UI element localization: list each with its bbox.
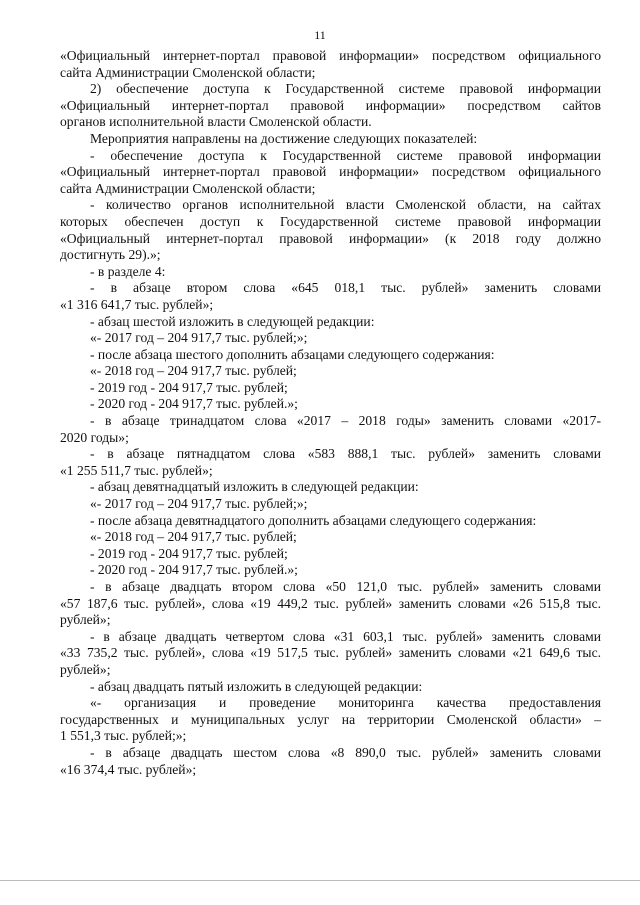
text-line: «Официальный интернет-портал правовой информации» посредством сайтов <box>60 97 601 113</box>
text-line: государственных и муниципальных услуг на территории Смоленской области» – <box>60 711 601 727</box>
document-body <box>60 48 601 778</box>
text-line: - в абзаце тринадцатом слова «2017 – 2018 годы» заменить словами «2017- <box>90 413 601 429</box>
text-line: - в абзаце втором слова «645 018,1 тыс. рублей» заменить словами <box>90 280 601 296</box>
text-line: сайта Администрации Смоленской области; <box>60 64 316 80</box>
text-line: «- организация и проведение мониторинга качества предоставления <box>90 695 601 711</box>
text-line: - в абзаце двадцать четвертом слова «31 603,1 тыс. рублей» заменить словами <box>90 628 601 644</box>
text-line: рублей»; <box>60 612 111 628</box>
text-line: рублей»; <box>60 661 111 677</box>
text-line: - в абзаце двадцать шестом слова «8 890,0 тыс. рублей» заменить словами <box>90 744 601 760</box>
text-line: - абзац шестой изложить в следующей редакции: <box>90 313 375 329</box>
text-line: - 2020 год - 204 917,7 тыс. рублей.»; <box>90 396 298 412</box>
text-line: «- 2017 год – 204 917,7 тыс. рублей;»; <box>90 330 308 346</box>
text-line: «Официальный интернет-портал правовой информации» посредством официального <box>60 48 601 63</box>
text-line: - в разделе 4: <box>90 263 166 279</box>
text-line: «- 2018 год – 204 917,7 тыс. рублей; <box>90 363 297 379</box>
text-line: органов исполнительной власти Смоленской области. <box>60 114 372 130</box>
text-line: Мероприятия направлены на достижение следующих показателей: <box>90 130 478 146</box>
text-line: - 2019 год - 204 917,7 тыс. рублей; <box>90 545 288 561</box>
text-line: - абзац двадцать пятый изложить в следующей редакции: <box>90 678 423 694</box>
text-line: 1 551,3 тыс. рублей;»; <box>60 728 187 744</box>
text-line: - в абзаце пятнадцатом слова «583 888,1 тыс. рублей» заменить словами <box>90 446 601 462</box>
text-line: которых обеспечен доступ к Государственной системе правовой информации <box>60 213 601 229</box>
text-line: «- 2017 год – 204 917,7 тыс. рублей;»; <box>90 496 308 512</box>
text-line: сайта Администрации Смоленской области; <box>60 180 316 196</box>
text-line: 2) обеспечение доступа к Государственной системе правовой информации <box>90 81 601 97</box>
text-line: «57 187,6 тыс. рублей», слова «19 449,2 тыс. рублей» заменить словами «26 515,8 тыс. <box>60 595 601 611</box>
text-line: «33 735,2 тыс. рублей», слова «19 517,5 тыс. рублей» заменить словами «21 649,6 тыс. <box>60 645 601 661</box>
text-line: - в абзаце двадцать втором слова «50 121,0 тыс. рублей» заменить словами <box>90 579 601 594</box>
text-line: - 2019 год - 204 917,7 тыс. рублей; <box>90 379 288 395</box>
text-line: «Официальный интернет-портал правовой информации» посредством официального <box>60 164 601 180</box>
text-line: - количество органов исполнительной власти Смоленской области, на сайтах <box>90 197 601 213</box>
text-line: - обеспечение доступа к Государственной системе правовой информации <box>90 147 601 163</box>
text-line: 2020 годы»; <box>60 429 129 445</box>
page-edge-divider <box>0 880 640 881</box>
page-number: 11 <box>314 28 326 42</box>
text-line: достигнуть 29).»; <box>60 247 161 263</box>
text-line: «- 2018 год – 204 917,7 тыс. рублей; <box>90 529 297 545</box>
text-line: «1 316 641,7 тыс. рублей»; <box>60 296 214 312</box>
text-line: «1 255 511,7 тыс. рублей»; <box>60 462 213 478</box>
text-line: «16 374,4 тыс. рублей»; <box>60 761 197 777</box>
text-line: «Официальный интернет-портал правовой информации» (к 2018 году должно <box>60 230 601 246</box>
text-line: - 2020 год - 204 917,7 тыс. рублей.»; <box>90 562 298 578</box>
text-line: - абзац девятнадцатый изложить в следующей редакции: <box>90 479 419 495</box>
text-line: - после абзаца шестого дополнить абзацами следующего содержания: <box>90 346 495 362</box>
text-line: - после абзаца девятнадцатого дополнить абзацами следующего содержания: <box>90 512 537 528</box>
